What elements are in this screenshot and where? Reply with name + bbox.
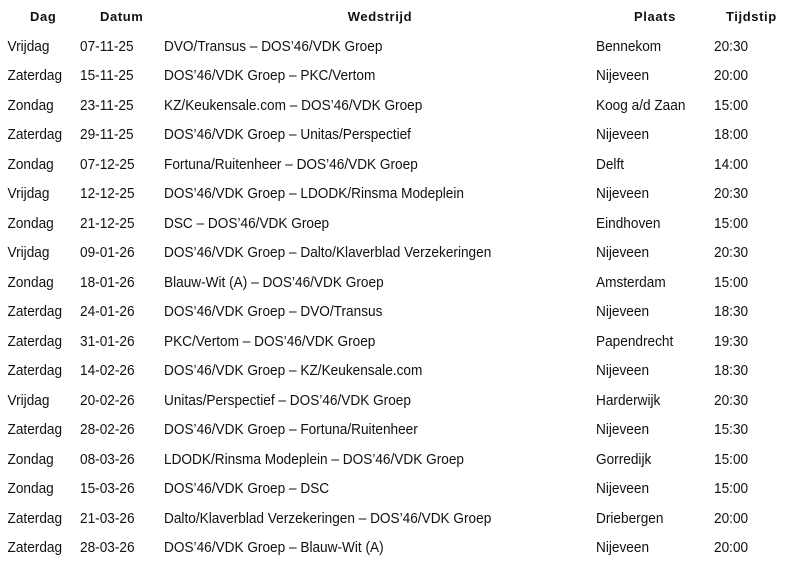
cell-tijdstip: 15:00 [714, 274, 749, 291]
cell-dag: Vrijdag [7, 392, 50, 409]
cell-datum: 23-11-25 [80, 97, 134, 114]
cell-plaats: Driebergen [596, 510, 664, 527]
cell-wedstrijd: LDODK/Rinsma Modeplein – DOS’46/VDK Groep [164, 451, 464, 468]
cell-wedstrijd: Dalto/Klaverblad Verzekeringen – DOS’46/VDK Groep [164, 510, 492, 527]
cell-dag: Zaterdag [7, 333, 63, 350]
cell-dag: Vrijdag [7, 38, 50, 55]
cell-tijdstip: 18:30 [714, 363, 749, 380]
cell-tijdstip: 20:30 [714, 392, 749, 409]
table-row [0, 416, 796, 446]
table-row [0, 239, 796, 269]
cell-datum: 14-02-26 [80, 363, 135, 380]
table-row [0, 357, 796, 387]
table-row [0, 268, 796, 298]
table-row [0, 150, 796, 180]
cell-datum: 08-03-26 [80, 451, 135, 468]
cell-tijdstip: 20:00 [714, 540, 749, 557]
cell-plaats: Koog a/d Zaan [596, 97, 686, 114]
cell-plaats: Gorredijk [596, 451, 652, 468]
table-row [0, 534, 796, 564]
cell-plaats: Eindhoven [596, 215, 661, 232]
header-tijdstip: Tijdstip [726, 8, 777, 24]
cell-plaats: Nijeveen [596, 186, 650, 203]
cell-tijdstip: 19:30 [714, 333, 749, 350]
header-datum: Datum [100, 8, 144, 24]
cell-wedstrijd: DOS’46/VDK Groep – LDODK/Rinsma Modeplein [164, 186, 464, 203]
table-row [0, 504, 796, 534]
cell-datum: 15-11-25 [80, 68, 134, 85]
table-row [0, 62, 796, 92]
cell-dag: Zaterdag [7, 127, 63, 144]
cell-wedstrijd: Blauw-Wit (A) – DOS’46/VDK Groep [164, 274, 384, 291]
cell-datum: 29-11-25 [80, 127, 134, 144]
cell-dag: Zaterdag [7, 510, 63, 527]
cell-tijdstip: 15:00 [714, 451, 749, 468]
cell-plaats: Nijeveen [596, 422, 650, 439]
cell-datum: 28-03-26 [80, 540, 135, 557]
cell-plaats: Nijeveen [596, 68, 650, 85]
cell-dag: Zondag [7, 274, 54, 291]
table-row [0, 327, 796, 357]
table-row [0, 298, 796, 328]
cell-tijdstip: 20:30 [714, 245, 749, 262]
cell-plaats: Nijeveen [596, 481, 650, 498]
cell-plaats: Nijeveen [596, 363, 650, 380]
table-row [0, 445, 796, 475]
cell-tijdstip: 20:00 [714, 68, 749, 85]
cell-tijdstip: 20:30 [714, 38, 749, 55]
cell-plaats: Nijeveen [596, 540, 650, 557]
cell-datum: 21-03-26 [80, 510, 135, 527]
cell-tijdstip: 20:00 [714, 510, 749, 527]
cell-dag: Zaterdag [7, 304, 63, 321]
cell-plaats: Bennekom [596, 38, 662, 55]
cell-wedstrijd: DOS’46/VDK Groep – PKC/Vertom [164, 68, 376, 85]
cell-wedstrijd: DOS’46/VDK Groep – KZ/Keukensale.com [164, 363, 423, 380]
cell-wedstrijd: DOS’46/VDK Groep – Fortuna/Ruitenheer [164, 422, 418, 439]
cell-tijdstip: 20:30 [714, 186, 749, 203]
cell-datum: 20-02-26 [80, 392, 135, 409]
cell-plaats: Delft [596, 156, 625, 173]
cell-wedstrijd: DOS’46/VDK Groep – Blauw-Wit (A) [164, 540, 384, 557]
cell-tijdstip: 15:00 [714, 97, 749, 114]
cell-tijdstip: 14:00 [714, 156, 749, 173]
cell-dag: Zondag [7, 215, 54, 232]
cell-tijdstip: 15:00 [714, 215, 749, 232]
cell-tijdstip: 18:30 [714, 304, 749, 321]
table-row [0, 475, 796, 505]
cell-dag: Zondag [7, 481, 54, 498]
cell-tijdstip: 18:00 [714, 127, 749, 144]
cell-wedstrijd: DOS’46/VDK Groep – Unitas/Perspectief [164, 127, 411, 144]
cell-datum: 28-02-26 [80, 422, 135, 439]
table-row [0, 32, 796, 62]
table-body [0, 32, 796, 563]
cell-datum: 09-01-26 [80, 245, 135, 262]
cell-plaats: Nijeveen [596, 304, 650, 321]
cell-wedstrijd: PKC/Vertom – DOS’46/VDK Groep [164, 333, 376, 350]
table-row [0, 180, 796, 210]
header-wedstrijd: Wedstrijd [347, 8, 413, 24]
table-header [0, 0, 796, 32]
cell-wedstrijd: Unitas/Perspectief – DOS’46/VDK Groep [164, 392, 411, 409]
header-plaats: Plaats [634, 8, 676, 24]
cell-tijdstip: 15:00 [714, 481, 749, 498]
cell-wedstrijd: DOS’46/VDK Groep – DSC [164, 481, 330, 498]
cell-plaats: Nijeveen [596, 245, 650, 262]
cell-dag: Vrijdag [7, 245, 50, 262]
table-row [0, 386, 796, 416]
cell-plaats: Papendrecht [596, 333, 674, 350]
cell-wedstrijd: DSC – DOS’46/VDK Groep [164, 215, 330, 232]
cell-dag: Zaterdag [7, 363, 63, 380]
cell-datum: 07-12-25 [80, 156, 135, 173]
cell-datum: 15-03-26 [80, 481, 135, 498]
cell-datum: 12-12-25 [80, 186, 135, 203]
cell-wedstrijd: KZ/Keukensale.com – DOS’46/VDK Groep [164, 97, 423, 114]
cell-dag: Zondag [7, 156, 54, 173]
cell-plaats: Harderwijk [596, 392, 661, 409]
table-row [0, 91, 796, 121]
cell-tijdstip: 15:30 [714, 422, 749, 439]
cell-dag: Zaterdag [7, 68, 63, 85]
cell-datum: 31-01-26 [80, 333, 135, 350]
header-dag: Dag [30, 8, 57, 24]
cell-datum: 24-01-26 [80, 304, 135, 321]
cell-datum: 18-01-26 [80, 274, 135, 291]
cell-dag: Zaterdag [7, 540, 63, 557]
cell-dag: Zondag [7, 97, 54, 114]
cell-dag: Zondag [7, 451, 54, 468]
table-row [0, 121, 796, 151]
header-row [0, 0, 796, 32]
cell-datum: 21-12-25 [80, 215, 135, 232]
cell-dag: Vrijdag [7, 186, 50, 203]
cell-wedstrijd: Fortuna/Ruitenheer – DOS’46/VDK Groep [164, 156, 418, 173]
cell-plaats: Nijeveen [596, 127, 650, 144]
cell-plaats: Amsterdam [596, 274, 666, 291]
cell-wedstrijd: DOS’46/VDK Groep – DVO/Transus [164, 304, 383, 321]
cell-wedstrijd: DOS’46/VDK Groep – Dalto/Klaverblad Verzekeringen [164, 245, 492, 262]
cell-dag: Zaterdag [7, 422, 63, 439]
cell-datum: 07-11-25 [80, 38, 134, 55]
table-row [0, 209, 796, 239]
cell-wedstrijd: DVO/Transus – DOS’46/VDK Groep [164, 38, 383, 55]
